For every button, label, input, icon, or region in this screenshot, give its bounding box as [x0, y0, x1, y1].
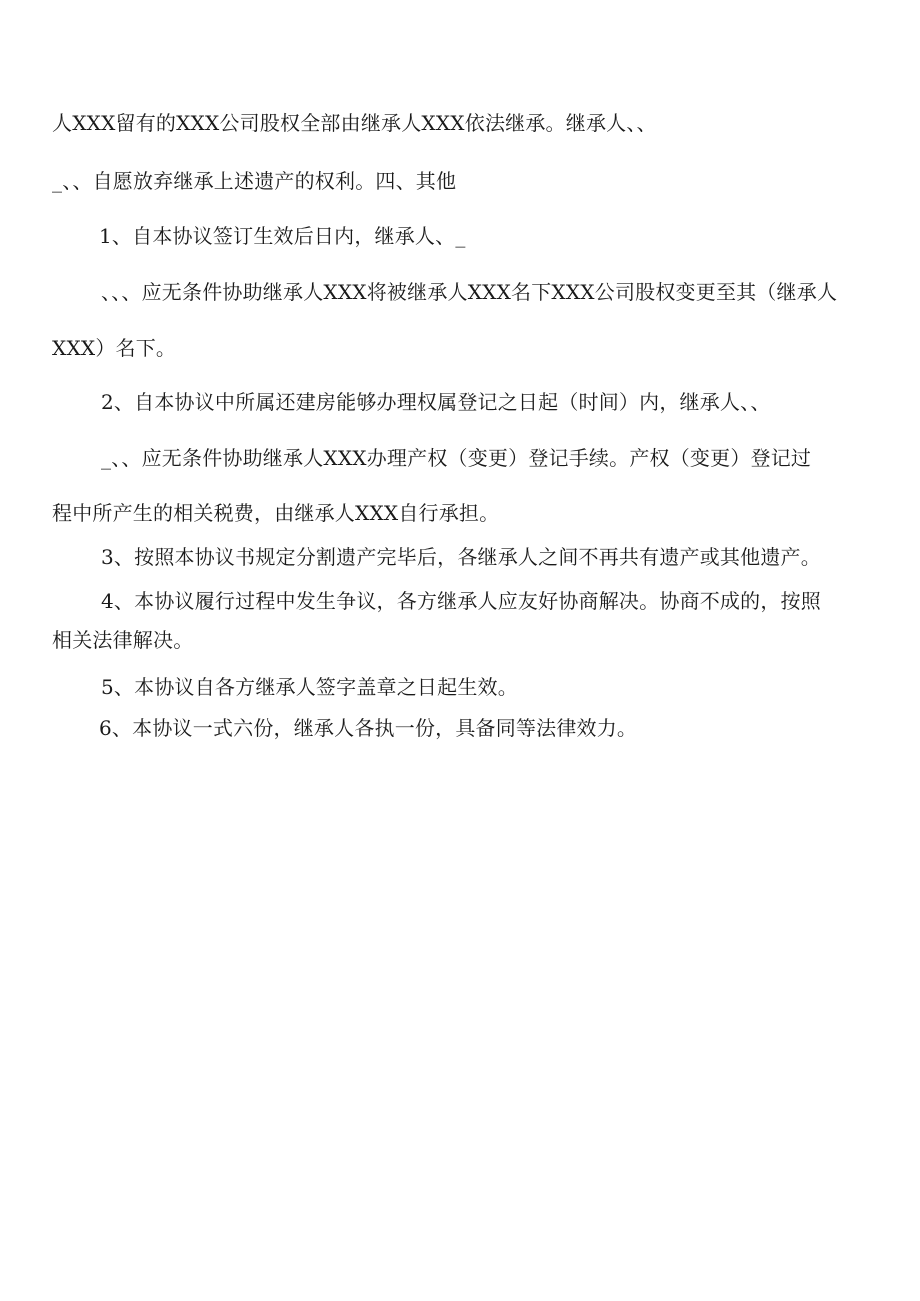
text-line-5: XXX）名下。: [52, 336, 177, 360]
text-line-10: 4、本协议履行过程中发生争议，各方继承人应友好协商解决。协商不成的，按照: [101, 589, 821, 613]
text-line-1: 人XXX留有的XXX公司股权全部由继承人XXX依法继承。继承人、、: [52, 111, 657, 135]
text-line-12: 5、本协议自各方继承人签字盖章之日起生效。: [101, 675, 518, 699]
text-line-3: 1、自本协议签订生效后日内，继承人、_: [99, 224, 466, 248]
text-line-8: 程中所产生的相关税费，由继承人XXX自行承担。: [52, 501, 500, 525]
text-line-13: 6、本协议一式六份，继承人各执一份，具备同等法律效力。: [99, 716, 638, 740]
text-line-7: _、、应无条件协助继承人XXX办理产权（变更）登记手续。产权（变更）登记过: [101, 446, 812, 470]
text-line-6: 2、自本协议中所属还建房能够办理权属登记之日起（时间）内，继承人、、: [101, 390, 771, 414]
text-line-2: _、、自愿放弃继承上述遗产的权利。四、其他: [52, 169, 457, 193]
text-line-4: 、、、应无条件协助继承人XXX将被继承人XXX名下XXX公司股权变更至其（继承人: [101, 280, 838, 304]
text-line-11: 相关法律解决。: [52, 628, 194, 652]
text-line-9: 3、按照本协议书规定分割遗产完毕后，各继承人之间不再共有遗产或其他遗产。: [101, 545, 821, 569]
